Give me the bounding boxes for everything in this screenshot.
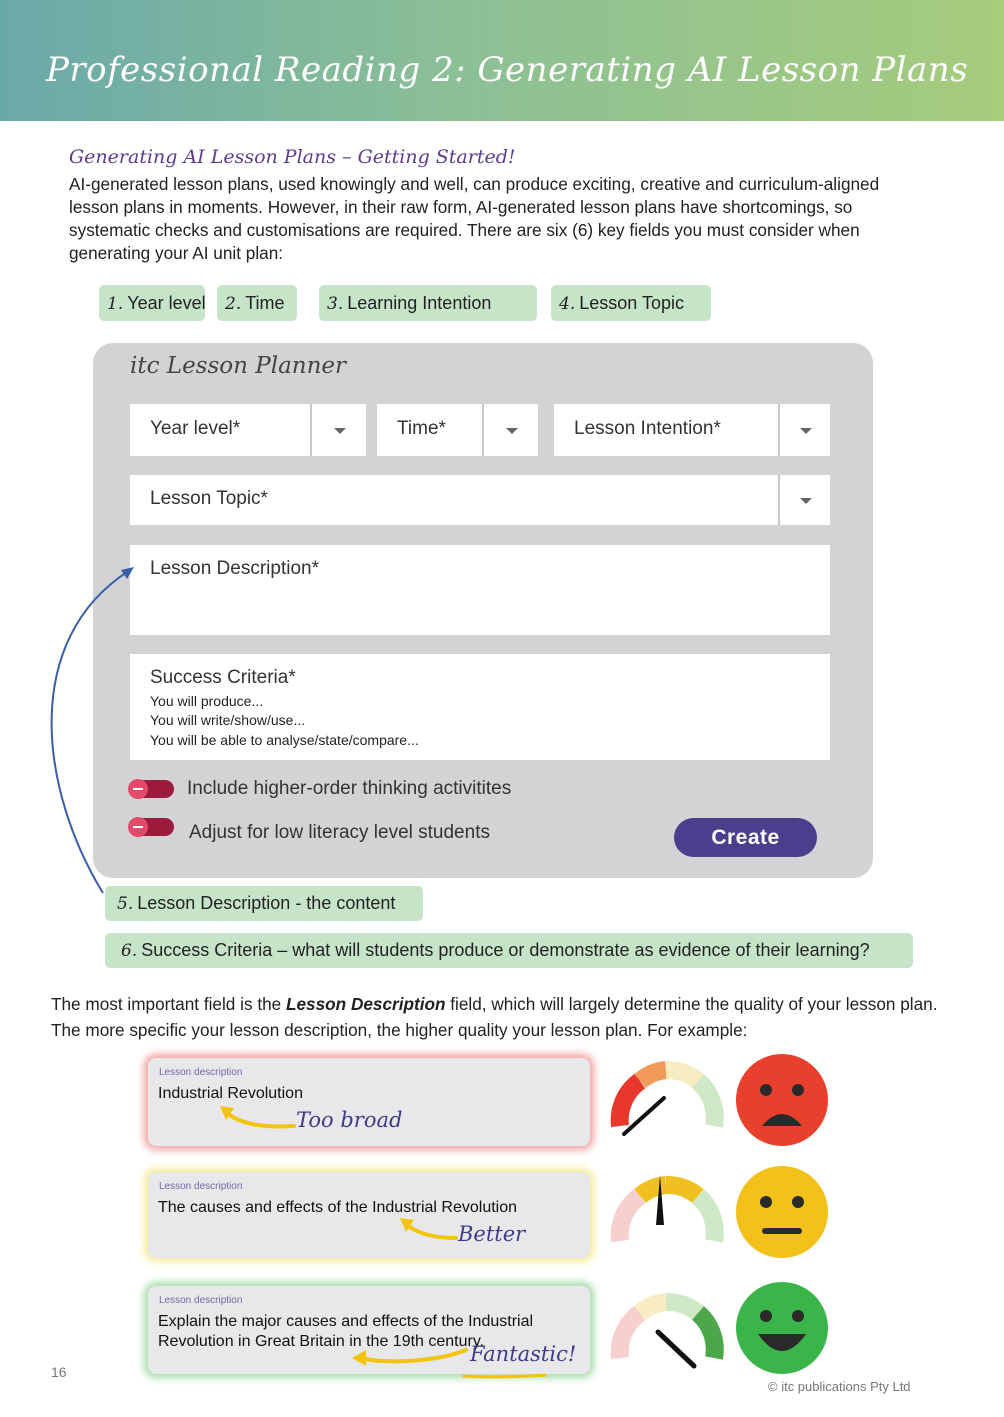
success-hint: You will write/show/use...: [150, 712, 306, 729]
success-criteria-label: Success Criteria*: [150, 667, 296, 688]
example-label: Lesson description: [159, 1295, 243, 1306]
section-subheading: Generating AI Lesson Plans – Getting Started!: [69, 146, 516, 168]
page-number: 16: [51, 1364, 67, 1380]
tag-number: 6.: [121, 941, 138, 961]
field-tag-success-criteria: [105, 933, 913, 968]
intro-paragraph: AI-generated lesson plans, used knowingly and well, can produce exciting, creative and curriculum-aligned lesson plans in moments. However, in their raw form, AI-generated lesson plans have shortcomings, so systematic checks and customisations are required. There are six (6) key fields you must consider when generating your AI unit plan:: [69, 174, 880, 263]
example-label: Lesson description: [159, 1181, 243, 1192]
angry-face-icon: [734, 1052, 830, 1148]
lesson-topic-label: Lesson Topic*: [150, 488, 268, 509]
neutral-face-icon: [734, 1164, 830, 1260]
example-label: Lesson description: [159, 1067, 243, 1078]
gauge-icon-medium: [606, 1165, 726, 1265]
body-text-before: The most important field is the: [51, 994, 286, 1014]
example-text: The causes and effects of the Industrial Revolution: [158, 1199, 518, 1216]
example-text: Explain the major causes and effects of the Industrial Revolution in Great Britain in the 19th century.: [158, 1313, 534, 1350]
gauge-icon-high: [606, 1282, 726, 1382]
tag-label: Learning Intention: [347, 293, 492, 313]
tag-label: Lesson Topic: [579, 293, 684, 313]
lesson-description-label: Lesson Description*: [150, 558, 319, 579]
verdict-label: Too broad: [296, 1108, 403, 1132]
success-hint: You will produce...: [150, 693, 264, 709]
field-tag-lesson-description: [105, 886, 423, 921]
tag-number: 4.: [559, 294, 576, 314]
tag-label: Lesson Description - the content: [137, 893, 396, 913]
planner-title: itc Lesson Planner: [130, 353, 347, 379]
body-emphasis: Lesson Description: [286, 994, 446, 1014]
lesson-intention-label: Lesson Intention*: [574, 418, 721, 439]
tag-number: 2.: [225, 294, 242, 314]
tag-label: Year level: [127, 293, 206, 313]
higher-order-label: Include higher-order thinking activitites: [187, 778, 512, 799]
yellow-arrow-icon: [214, 1098, 304, 1134]
gauge-icon-low: [606, 1050, 726, 1150]
copyright-notice: © itc publications Pty Ltd: [768, 1379, 911, 1394]
happy-face-icon: [734, 1280, 830, 1376]
verdict-label: Fantastic!: [470, 1342, 577, 1366]
year-level-label: Year level*: [150, 418, 241, 439]
tag-number: 3.: [327, 294, 344, 314]
body-paragraph: [51, 991, 971, 1043]
tag-label: Success Criteria – what will students produce or demonstrate as evidence of their learning?: [141, 940, 870, 960]
yellow-arrow-icon: [392, 1212, 462, 1244]
time-label: Time*: [397, 418, 446, 439]
body-text-after: field, which will largely determine the quality of your lesson plan. The more specific your lesson description, the higher quality your lesson plan. For example:: [51, 994, 938, 1040]
success-hint: You will be able to analyse/state/compare...: [150, 731, 419, 748]
low-literacy-label: Adjust for low literacy level students: [189, 822, 490, 843]
tag-number: 1.: [107, 294, 124, 314]
verdict-label: Better: [458, 1222, 526, 1246]
tag-number: 5.: [117, 894, 134, 914]
example-text: Industrial Revolution: [158, 1085, 303, 1102]
tag-label: Time: [245, 293, 285, 313]
create-button[interactable]: Create: [674, 818, 817, 857]
page-title: Professional Reading 2: Generating AI Lesson Plans: [46, 50, 969, 90]
